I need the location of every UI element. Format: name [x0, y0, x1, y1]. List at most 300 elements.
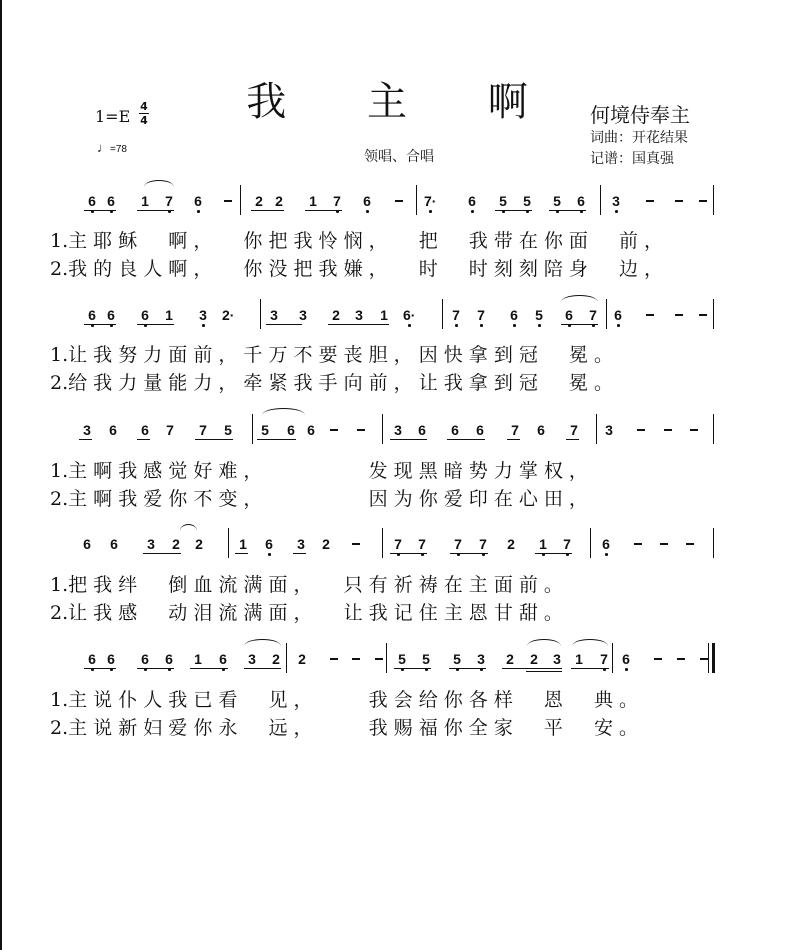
note	[416, 536, 428, 552]
slur-tie	[572, 639, 608, 646]
note	[192, 651, 204, 667]
tempo-value: =78	[110, 144, 127, 155]
note	[105, 193, 117, 209]
sustain-dash	[700, 658, 708, 660]
note	[296, 651, 308, 667]
barline	[382, 528, 383, 558]
barline	[713, 528, 714, 558]
note-pitch: 6	[622, 651, 630, 667]
note-pitch: 5	[422, 651, 430, 667]
time-signature-top: 4	[140, 100, 148, 113]
lyric-text: 主 耶 稣 啊 ， 你 把 我 怜 悯 ， 把 我 带 在 你 面 前 ，	[68, 230, 664, 252]
note	[105, 307, 117, 323]
note-pitch: 6	[109, 422, 117, 438]
barline	[590, 528, 591, 558]
note-pitch: 2	[272, 651, 280, 667]
note	[268, 307, 280, 323]
eighth-beam	[79, 439, 92, 440]
note-pitch: 7	[166, 422, 174, 438]
slur-tie	[244, 639, 281, 646]
sustain-dash	[675, 200, 683, 202]
note-pitch: 2	[298, 651, 306, 667]
eighth-beam	[502, 668, 562, 669]
eighth-beam	[507, 439, 520, 440]
lyric-text: 让 我 感 动 泪 流 满 面 ， 让 我 记 住 主 恩 甘 甜 。	[68, 602, 563, 624]
arranger-credit: 何境侍奉主	[590, 103, 690, 127]
note-pitch: 6	[307, 422, 315, 438]
lyric-text: 主 啊 我 爱 你 不 变 ， 因 为 你 爱 印 在 心 田 ，	[68, 488, 588, 510]
note	[528, 651, 540, 667]
note	[139, 422, 151, 438]
note-pitch: 6	[141, 307, 149, 323]
note-pitch: 7	[452, 307, 460, 323]
note	[450, 307, 462, 323]
note-pitch: 6	[107, 651, 115, 667]
note-pitch: 7	[454, 536, 462, 552]
sustain-dash	[654, 658, 662, 660]
note-pitch: 2	[507, 536, 515, 552]
note-pitch: 6	[577, 193, 585, 209]
barline	[252, 414, 253, 444]
note	[475, 651, 487, 667]
final-barline-thin	[708, 643, 709, 673]
eighth-beam	[390, 439, 427, 440]
eighth-beam	[561, 324, 598, 325]
note-pitch: 6	[565, 307, 573, 323]
note-pitch: 1	[194, 651, 202, 667]
note-pitch: 7	[477, 307, 485, 323]
notation-credit: 记谱：国真强	[590, 151, 674, 167]
note-pitch: 3	[299, 307, 307, 323]
note	[568, 422, 580, 438]
note-pitch: 2	[506, 651, 514, 667]
note-pitch: 6	[287, 422, 295, 438]
slur-tie	[144, 180, 174, 187]
note-pitch: 7·	[424, 193, 437, 209]
note	[105, 651, 117, 667]
note	[452, 536, 464, 552]
note	[504, 651, 516, 667]
lyric-line-verse-2	[50, 598, 563, 625]
lyric-line-verse-1	[50, 340, 613, 367]
lyric-line-verse-2	[50, 254, 663, 281]
note	[505, 536, 517, 552]
note-pitch: 2	[530, 651, 538, 667]
eighth-beam	[266, 324, 302, 325]
note-pitch: 1	[165, 307, 173, 323]
note-pitch: 7	[394, 536, 402, 552]
sustain-dash	[330, 429, 338, 431]
note	[610, 193, 622, 209]
note	[273, 193, 285, 209]
time-signature	[139, 101, 149, 126]
note	[197, 307, 209, 323]
note	[521, 193, 533, 209]
sustain-dash	[699, 200, 707, 202]
time-signature-bottom: 4	[140, 114, 148, 127]
eighth-beam	[84, 210, 116, 211]
note	[330, 307, 342, 323]
performance-style: 领唱、合唱	[364, 149, 434, 165]
barline	[596, 414, 597, 444]
note-pitch: 6	[614, 307, 622, 323]
sustain-dash	[352, 543, 360, 545]
note	[320, 536, 332, 552]
lyric-text: 让 我 努 力 面 前 ， 千 万 不 要 丧 胆 ， 因 快 拿 到 冠 冕 。	[68, 344, 613, 366]
eighth-beam	[305, 210, 342, 211]
note-pitch: 5	[523, 193, 531, 209]
sustain-dash	[686, 543, 694, 545]
note-pitch: 6	[602, 536, 610, 552]
note	[533, 307, 545, 323]
eighth-beam	[251, 210, 284, 211]
note-pitch: 6	[510, 307, 518, 323]
note	[295, 536, 307, 552]
note-pitch: 7	[418, 536, 426, 552]
barline	[260, 299, 261, 329]
note-pitch: 3	[605, 422, 613, 438]
note	[551, 651, 563, 667]
note-pitch: 3	[199, 307, 207, 323]
verse-number: 2.	[50, 602, 69, 624]
note-pitch: 7	[589, 307, 597, 323]
note	[170, 536, 182, 552]
note	[305, 422, 317, 438]
barline	[286, 643, 287, 673]
note	[575, 193, 587, 209]
lower-octave-dot	[471, 210, 474, 213]
eighth-beam	[447, 439, 485, 440]
lyric-line-verse-1	[50, 226, 663, 253]
lower-octave-dot	[605, 553, 608, 556]
verse-number: 1.	[50, 574, 69, 596]
note-pitch: 2	[172, 536, 180, 552]
lower-octave-dot	[366, 210, 369, 213]
page-left-border	[0, 0, 2, 950]
lower-octave-dot	[429, 210, 432, 213]
note	[403, 307, 415, 323]
note	[603, 422, 615, 438]
sustain-dash	[646, 200, 654, 202]
barline	[713, 414, 714, 444]
sustain-dash	[690, 429, 698, 431]
note-pitch: 1	[309, 193, 317, 209]
note	[193, 536, 205, 552]
note-pitch: 7	[563, 536, 571, 552]
note	[424, 193, 436, 209]
sustain-dash	[646, 314, 654, 316]
eighth-beam	[244, 668, 281, 669]
note	[508, 307, 520, 323]
note	[620, 651, 632, 667]
note	[164, 422, 176, 438]
note	[396, 651, 408, 667]
sixteenth-beam	[526, 671, 562, 672]
note	[222, 422, 234, 438]
verse-number: 1.	[50, 689, 69, 711]
note	[416, 422, 428, 438]
note-pitch: 6	[88, 193, 96, 209]
barline	[606, 299, 607, 329]
note-pitch: 6	[88, 651, 96, 667]
lyric-text: 主 啊 我 感 觉 好 难 ， 发 现 黑 暗 势 力 掌 权 ，	[68, 460, 588, 482]
lower-octave-dot	[480, 324, 483, 327]
note	[307, 193, 319, 209]
note	[139, 307, 151, 323]
note-pitch: 3	[355, 307, 363, 323]
sustain-dash	[699, 314, 707, 316]
lyric-line-verse-1	[50, 685, 638, 712]
note	[587, 307, 599, 323]
credits	[590, 102, 690, 170]
note	[246, 651, 258, 667]
lower-octave-dot	[617, 324, 620, 327]
sustain-dash	[375, 658, 383, 660]
eighth-beam	[328, 324, 389, 325]
note	[600, 536, 612, 552]
note-pitch: 6	[88, 307, 96, 323]
note	[535, 422, 547, 438]
note	[297, 307, 309, 323]
lyric-line-verse-1	[50, 570, 563, 597]
note-pitch: 3	[612, 193, 620, 209]
note	[81, 536, 93, 552]
sustain-dash	[634, 543, 642, 545]
note	[237, 536, 249, 552]
barline	[600, 185, 601, 215]
note-pitch: 3	[83, 422, 91, 438]
note	[139, 193, 151, 209]
eighth-beam	[450, 553, 488, 554]
slur-tie	[561, 295, 598, 302]
eighth-beam	[143, 553, 181, 554]
note	[222, 307, 234, 323]
note-pitch: 1	[539, 536, 547, 552]
barline	[386, 643, 387, 673]
quarter-note-icon: ♩	[97, 140, 110, 155]
lyric-text: 把 我 绊 倒 血 流 满 面 ， 只 有 祈 祷 在 主 面 前 。	[68, 574, 563, 596]
lyric-line-verse-1	[50, 456, 588, 483]
note	[475, 307, 487, 323]
eighth-beam	[293, 553, 306, 554]
note-pitch: 2	[255, 193, 263, 209]
note	[107, 422, 119, 438]
barline	[382, 414, 383, 444]
sustain-dash	[675, 314, 683, 316]
verse-number: 2.	[50, 717, 69, 739]
barline	[612, 643, 613, 673]
eighth-beam	[137, 324, 174, 325]
sustain-dash	[664, 429, 672, 431]
note	[451, 651, 463, 667]
note-pitch: 1	[239, 536, 247, 552]
eighth-beam	[137, 668, 174, 669]
sustain-dash	[660, 543, 668, 545]
note-pitch: 5	[499, 193, 507, 209]
note-pitch: 6	[194, 193, 202, 209]
note	[392, 422, 404, 438]
sustain-dash	[357, 429, 365, 431]
note-pitch: 1	[141, 193, 149, 209]
eighth-beam	[195, 439, 233, 440]
note	[392, 536, 404, 552]
note	[259, 422, 271, 438]
key-signature: 1=E	[95, 107, 131, 126]
eighth-beam	[137, 210, 174, 211]
note	[612, 307, 624, 323]
note	[192, 193, 204, 209]
lower-octave-dot	[202, 324, 205, 327]
note-pitch: 2	[322, 536, 330, 552]
eighth-beam	[190, 668, 228, 669]
note-pitch: 5	[553, 193, 561, 209]
note-pitch: 7	[570, 422, 578, 438]
note	[477, 536, 489, 552]
eighth-beam	[257, 439, 296, 440]
note-pitch: 6	[107, 193, 115, 209]
eighth-beam	[449, 668, 486, 669]
lyric-text: 主 说 新 妇 爱 你 永 远 ， 我 赐 福 你 全 家 平 安 。	[68, 717, 639, 739]
slur-tie	[180, 524, 197, 531]
verse-number: 1.	[50, 230, 69, 252]
verse-number: 2.	[50, 258, 69, 280]
note	[145, 536, 157, 552]
note	[81, 422, 93, 438]
note-pitch: 7	[199, 422, 207, 438]
note-pitch: 3	[553, 651, 561, 667]
sustain-dash	[677, 658, 685, 660]
note-pitch: 3	[394, 422, 402, 438]
note-pitch: 6	[418, 422, 426, 438]
lower-octave-dot	[408, 324, 411, 327]
note-pitch: 7	[479, 536, 487, 552]
sustain-dash	[224, 200, 232, 202]
note	[139, 651, 151, 667]
note	[420, 651, 432, 667]
lower-octave-dot	[615, 210, 618, 213]
lyrics-music-credit: 词曲：开花结果	[590, 130, 688, 146]
barline	[713, 299, 714, 329]
note-pitch: 5	[453, 651, 461, 667]
lower-octave-dot	[538, 324, 541, 327]
note	[551, 193, 563, 209]
note-pitch: 6	[468, 193, 476, 209]
lower-octave-dot	[197, 210, 200, 213]
note	[263, 536, 275, 552]
lyric-text: 主 说 仆 人 我 已 看 见 ， 我 会 给 你 各 样 恩 典 。	[68, 689, 639, 711]
sustain-dash	[395, 200, 403, 202]
note-pitch: 7	[165, 193, 173, 209]
note-pitch: 2	[195, 536, 203, 552]
slur-tie	[527, 639, 561, 646]
lyric-line-verse-2	[50, 713, 638, 740]
note	[497, 193, 509, 209]
lower-octave-dot	[268, 553, 271, 556]
eighth-beam	[495, 210, 532, 211]
note-pitch: 6	[451, 422, 459, 438]
note-pitch: 3	[270, 307, 278, 323]
barline	[416, 185, 417, 215]
note-pitch: 6	[141, 422, 149, 438]
barline	[713, 185, 714, 215]
note-pitch: 6	[110, 536, 118, 552]
note	[270, 651, 282, 667]
lyric-text: 给 我 力 量 能 力 ， 牵 紧 我 手 向 前 ， 让 我 拿 到 冠 冕 。	[68, 372, 613, 394]
sustain-dash	[352, 658, 360, 660]
eighth-beam	[549, 210, 586, 211]
note-pitch: 5	[224, 422, 232, 438]
note	[361, 193, 373, 209]
note	[449, 422, 461, 438]
lyric-line-verse-2	[50, 368, 613, 395]
note-pitch: 6	[537, 422, 545, 438]
note-pitch: 3	[297, 536, 305, 552]
note-pitch: 1	[380, 307, 388, 323]
note	[163, 193, 175, 209]
note	[86, 651, 98, 667]
eighth-beam	[571, 668, 609, 669]
tempo-marking	[97, 140, 127, 155]
note-pitch: 3	[248, 651, 256, 667]
note-pitch: 2	[332, 307, 340, 323]
note	[86, 307, 98, 323]
note-pitch: 5	[535, 307, 543, 323]
note	[378, 307, 390, 323]
verse-number: 1.	[50, 460, 69, 482]
note	[285, 422, 297, 438]
verse-number: 1.	[50, 344, 69, 366]
note-pitch: 7	[333, 193, 341, 209]
note	[474, 422, 486, 438]
note-pitch: 2·	[222, 307, 235, 323]
eighth-beam	[394, 668, 431, 669]
note	[466, 193, 478, 209]
lyric-line-verse-2	[50, 484, 588, 511]
note-pitch: 5	[261, 422, 269, 438]
note-pitch: 6	[219, 651, 227, 667]
note-pitch: 3	[477, 651, 485, 667]
note	[537, 536, 549, 552]
note	[331, 193, 343, 209]
note-pitch: 6·	[403, 307, 416, 323]
verse-number: 2.	[50, 372, 69, 394]
eighth-beam	[84, 324, 116, 325]
lower-octave-dot	[625, 668, 628, 671]
note-pitch: 6	[363, 193, 371, 209]
final-barline-thick	[712, 643, 715, 673]
note-pitch: 6	[107, 307, 115, 323]
eighth-beam	[390, 553, 427, 554]
note	[573, 651, 585, 667]
note-pitch: 7	[600, 651, 608, 667]
song-title: 我 主 啊	[246, 79, 562, 125]
eighth-beam	[235, 553, 248, 554]
note-pitch: 6	[83, 536, 91, 552]
note-pitch: 6	[141, 651, 149, 667]
note-pitch: 3	[147, 536, 155, 552]
note-pitch: 6	[265, 536, 273, 552]
eighth-beam	[84, 668, 116, 669]
note-pitch: 1	[575, 651, 583, 667]
note	[598, 651, 610, 667]
barline	[228, 528, 229, 558]
note	[197, 422, 209, 438]
note	[163, 651, 175, 667]
sustain-dash	[637, 429, 645, 431]
barline	[240, 185, 241, 215]
note	[563, 307, 575, 323]
note-pitch: 5	[398, 651, 406, 667]
